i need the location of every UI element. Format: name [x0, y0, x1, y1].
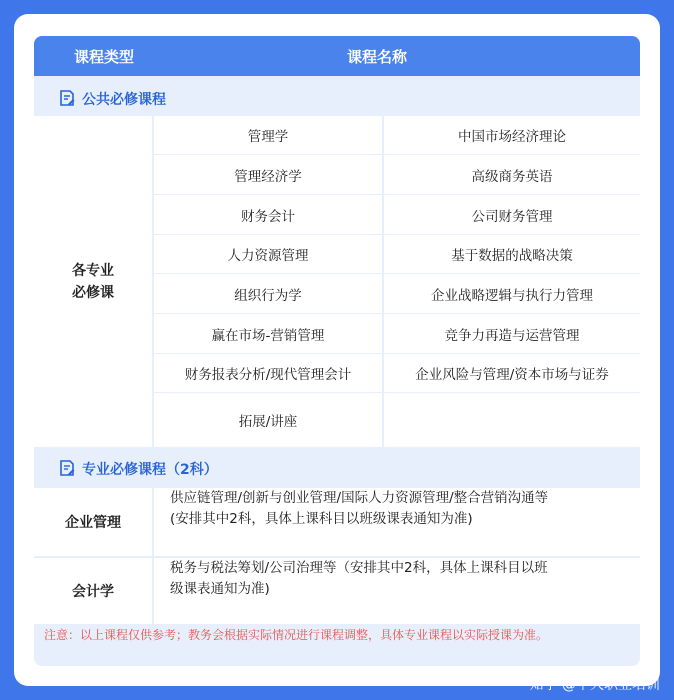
- course-cell: 拓展/讲座: [154, 393, 382, 447]
- major-name: 会计学: [34, 558, 152, 624]
- major-courses-line: (安排其中2科，具体上课科目以班级课表通知为准): [170, 511, 473, 527]
- section-title: 公共必修课程: [82, 92, 166, 108]
- category-label-line2: 必修课: [72, 284, 114, 301]
- course-cell: 企业风险与管理/资本市场与证券: [384, 354, 640, 392]
- course-name-header: 课程名称: [347, 48, 408, 66]
- course-cell: 公司财务管理: [384, 195, 640, 234]
- section-major-required: [34, 452, 640, 484]
- course-cell: 组织行为学: [154, 274, 382, 313]
- course-cell: 人力资源管理: [154, 235, 382, 273]
- document-edit-icon: [58, 459, 76, 477]
- course-card: [14, 14, 660, 686]
- course-cell: 管理经济学: [154, 155, 382, 194]
- major-courses-line: 供应链管理/创新与创业管理/国际人力资源管理/整合营销沟通等: [170, 490, 549, 506]
- category-label-line1: 各专业: [72, 262, 114, 279]
- course-cell: 管理学: [154, 116, 382, 154]
- major-courses: [154, 558, 640, 624]
- course-cell: 基于数据的战略决策: [384, 235, 640, 273]
- section-title: 专业必修课程（2科）: [82, 462, 218, 478]
- major-name: 企业管理: [34, 488, 152, 556]
- course-cell: [384, 393, 640, 447]
- course-cell: 高级商务英语: [384, 155, 640, 194]
- section-public-required: [34, 82, 640, 114]
- course-cell: 财务会计: [154, 195, 382, 234]
- course-cell: 财务报表分析/现代管理会计: [154, 354, 382, 392]
- watermark: 知乎 @中大职业培训: [529, 677, 660, 693]
- disclaimer-note: 注意：以上课程仅供参考；教务会根据实际情况进行课程调整，具体专业课程以实际授课为准。: [44, 628, 549, 642]
- course-cell: 赢在市场-营销管理: [154, 314, 382, 353]
- course-table: [34, 36, 640, 666]
- major-courses: [154, 488, 640, 556]
- course-cell: 中国市场经济理论: [384, 116, 640, 154]
- major-courses-line: 税务与税法筹划/公司治理等（安排其中2科，具体上课科目以班: [170, 560, 548, 576]
- document-edit-icon: [58, 89, 76, 107]
- course-cell: 竞争力再造与运营管理: [384, 314, 640, 353]
- course-cell: 企业战略逻辑与执行力管理: [384, 274, 640, 313]
- major-courses-line: 级课表通知为准): [170, 581, 270, 597]
- table-header: [34, 36, 640, 76]
- course-type-header: 课程类型: [74, 48, 135, 66]
- category-all-majors: [34, 116, 152, 447]
